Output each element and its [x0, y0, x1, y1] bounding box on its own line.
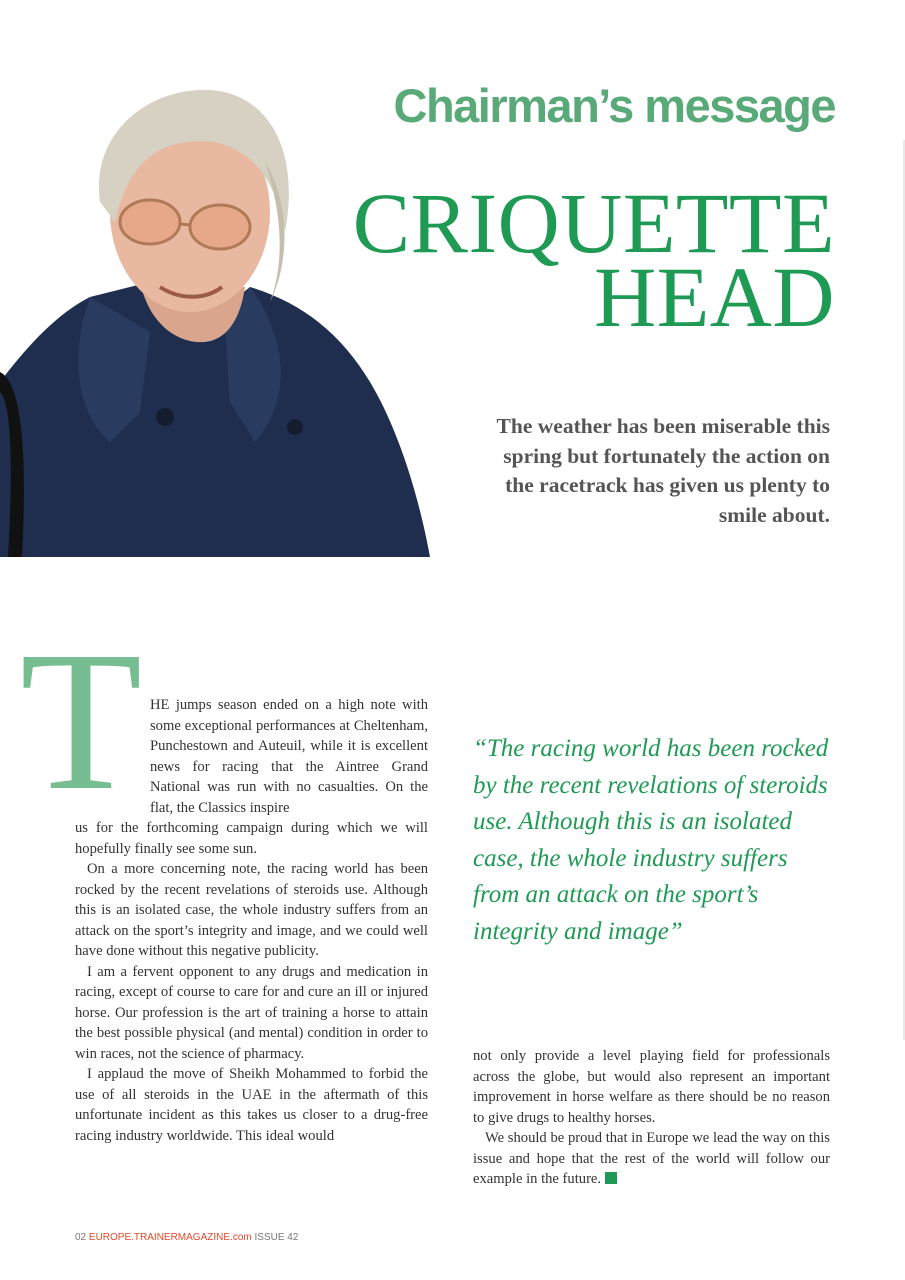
page-number: 02 [75, 1232, 87, 1243]
standfirst: The weather has been miserable this spring but fortunately the action on the racetrack has given us plenty to smile about. [496, 414, 830, 527]
author-last-name: HEAD [594, 249, 835, 345]
drop-cap: T [20, 611, 143, 832]
paragraph-4-continued: not only provide a level playing field for professionals across the globe, but would also represent an important improvement in horse welfare as there should be no reason to give drugs to healthy horses. [473, 1048, 830, 1126]
footer-issue: ISSUE 42 [254, 1232, 299, 1243]
paragraph-5-text: We should be proud that in Europe we lead the way on this issue and hope that the rest of the world will follow our example in the future. [473, 1130, 830, 1187]
section-title: Chairman’s message [393, 79, 835, 132]
article-column-1 [75, 818, 428, 1146]
footer-site-link[interactable]: EUROPE.TRAINERMAGAZINE.com [88, 1232, 252, 1243]
portrait-photo [0, 82, 430, 557]
paragraph-1: HE jumps season ended on a high note with some exceptional performances at Cheltenham, Punchestown and Auteuil, while it is excellent news for racing that the Aintree Grand National was run with no casualties. On the flat, the Classics inspire [150, 697, 428, 816]
article-column-1-top [150, 695, 428, 818]
paragraph-4: I applaud the move of Sheikh Mohammed to forbid the use of all steroids in the UAE in the aftermath of this unfortunate incident as this takes us closer to a drug-free racing industry worldwide. This ideal would [75, 1066, 428, 1144]
page-footer [75, 1232, 298, 1243]
end-mark-icon [605, 1172, 617, 1184]
paragraph-3: I am a fervent opponent to any drugs and medication in racing, except of course to care for and cure an ill or injured horse. Our profession is the art of training a horse to attain the best possible physical (and mental) condition in order to win races, not the science of pharmacy. [75, 963, 428, 1062]
pull-quote: “The racing world has been rocked by the recent revelations of steroids use. Although this is an isolated case, the whole industry suffers from an attack on the sport’s integrity and image” [473, 735, 829, 945]
paragraph-1-continued: us for the forthcoming campaign during which we will hopefully finally see some sun. [75, 820, 428, 857]
paragraph-2: On a more concerning note, the racing world has been rocked by the recent revelations of steroids use. Although this is an isolated case, the whole industry suffers from an attack on the sport’s integrity and image, and we could well have done without this negative publicity. [75, 861, 428, 959]
author-first-name: CRIQUETTE [352, 175, 835, 271]
article-column-2 [473, 1046, 830, 1190]
paragraph-5 [473, 1128, 830, 1190]
